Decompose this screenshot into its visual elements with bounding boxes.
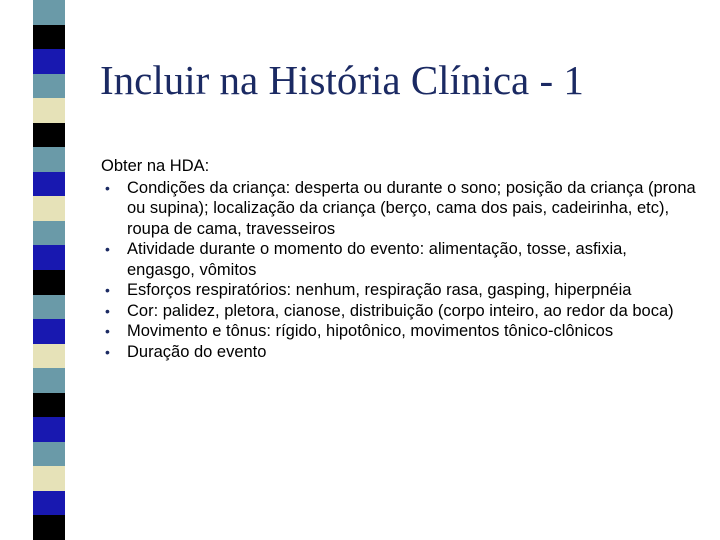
- stripe-block: [33, 221, 65, 246]
- stripe-block: [33, 295, 65, 320]
- bullet-text: Atividade durante o momento do evento: alimentação, tosse, asfixia, engasgo, vômitos: [127, 240, 627, 279]
- bullet-text: Cor: palidez, pletora, cianose, distribuição (corpo inteiro, ao redor da boca): [127, 301, 674, 320]
- stripe-block: [33, 123, 65, 148]
- stripe-block: [33, 25, 65, 50]
- bullet-icon: •: [105, 179, 110, 196]
- bullet-icon: •: [105, 323, 110, 339]
- stripe-block: [33, 515, 65, 540]
- bullet-item: [101, 342, 696, 363]
- intro-text: Obter na HDA:: [101, 157, 210, 175]
- bullet-icon: •: [105, 302, 110, 319]
- slide-title: Incluir na História Clínica - 1: [100, 57, 584, 103]
- bullet-item: [101, 178, 696, 240]
- stripe-block: [33, 417, 65, 442]
- bullet-item: [101, 239, 696, 280]
- stripe-block: [33, 0, 65, 25]
- stripe-block: [33, 147, 65, 172]
- decorative-stripe: [33, 0, 65, 540]
- stripe-block: [33, 270, 65, 295]
- stripe-block: [33, 319, 65, 344]
- bullet-list: [101, 178, 696, 363]
- bullet-icon: •: [105, 343, 110, 360]
- stripe-block: [33, 442, 65, 467]
- stripe-block: [33, 98, 65, 123]
- bullet-text: Esforços respiratórios: nenhum, respiração rasa, gasping, hiperpnéia: [127, 281, 632, 299]
- stripe-block: [33, 245, 65, 270]
- stripe-block: [33, 49, 65, 74]
- bullet-text: Duração do evento: [127, 342, 267, 361]
- stripe-block: [33, 466, 65, 491]
- bullet-icon: •: [105, 241, 110, 257]
- stripe-block: [33, 491, 65, 516]
- slide-body: [101, 156, 696, 362]
- bullet-text: Movimento e tônus: rígido, hipotônico, movimentos tônico-clônicos: [127, 322, 614, 340]
- stripe-block: [33, 172, 65, 197]
- stripe-block: [33, 368, 65, 393]
- stripe-block: [33, 393, 65, 418]
- bullet-item: [101, 280, 696, 301]
- stripe-block: [33, 74, 65, 99]
- bullet-text: Condições da criança: desperta ou durante o sono; posição da criança (prona ou supina); localização da criança (berço, cama dos pais, cadeirinha, etc), roupa de cama, travesseiros: [127, 178, 696, 238]
- bullet-item: [101, 321, 696, 342]
- stripe-block: [33, 196, 65, 221]
- stripe-block: [33, 344, 65, 369]
- bullet-icon: •: [105, 282, 110, 298]
- bullet-item: [101, 301, 696, 322]
